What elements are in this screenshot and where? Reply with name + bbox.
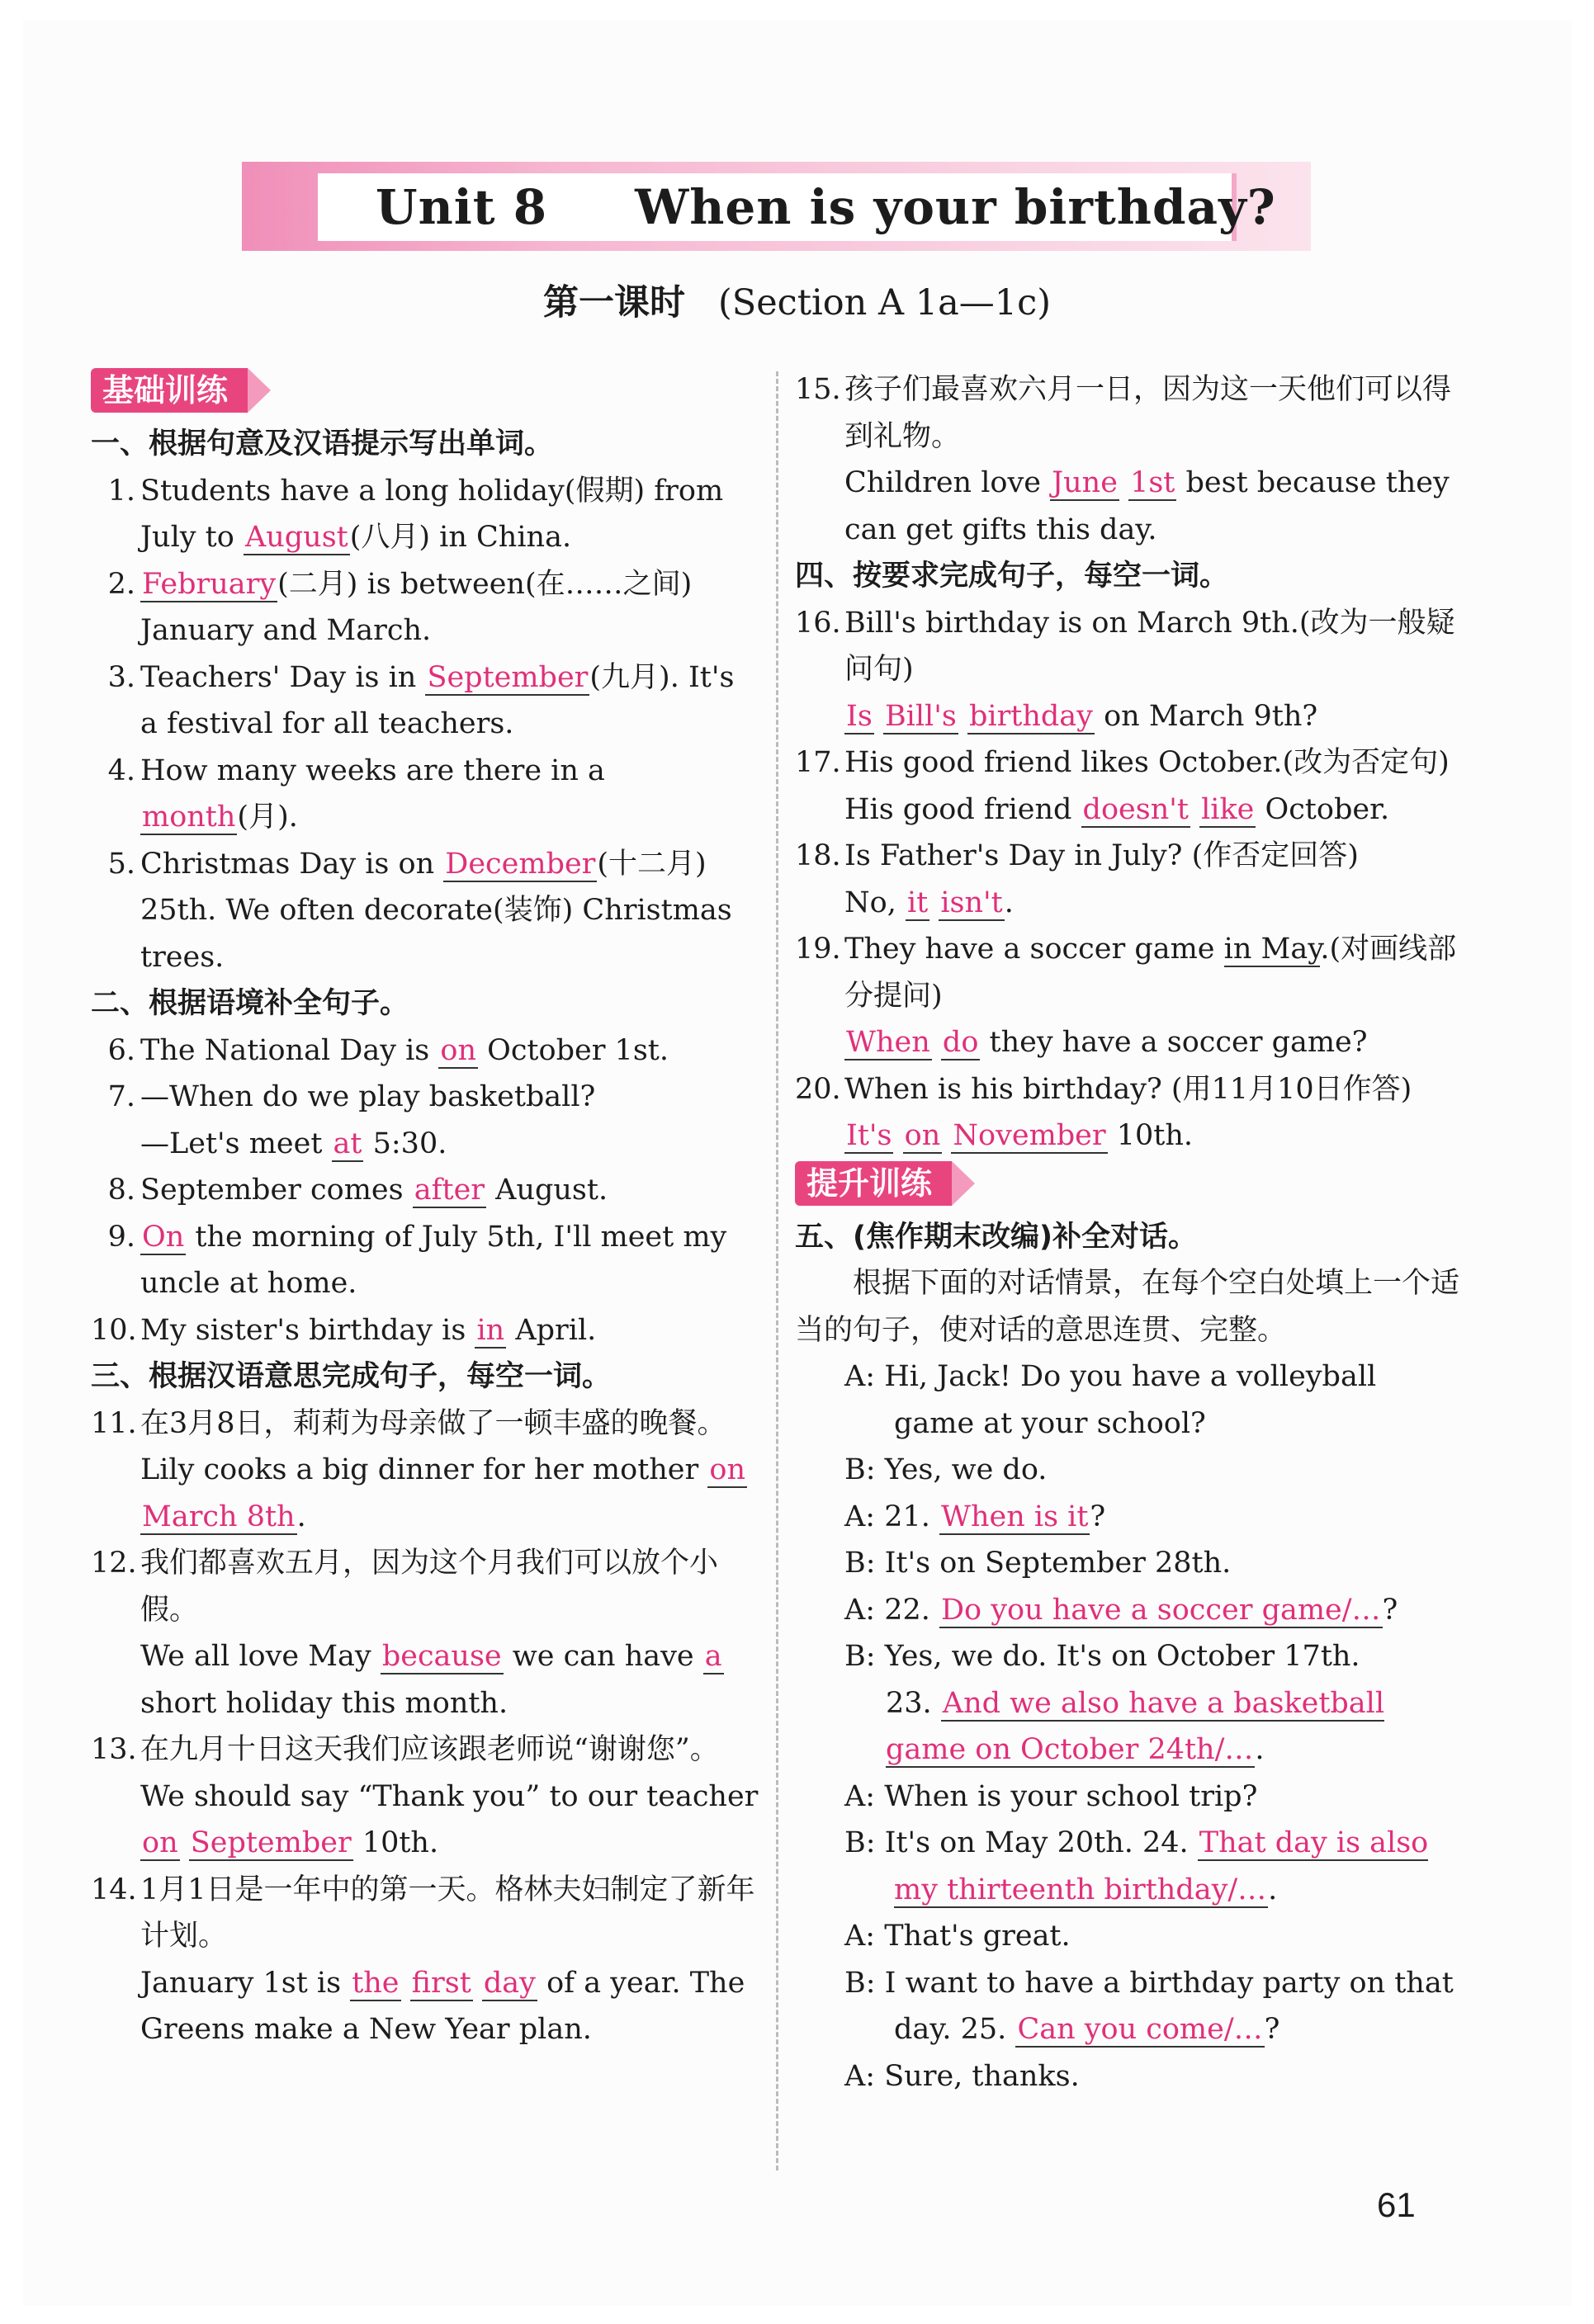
question-3: 3. Teachers' Day is in September(九月). It's a festival for all teachers. <box>107 660 735 740</box>
question-14-answer-line: January 1st is the first day of a year. The Greens make a New Year plan. <box>140 1966 745 2046</box>
basic-training-tag: 基础训练 <box>91 368 248 413</box>
dialog-line-3: A: 21. When is it? <box>844 1500 1106 1533</box>
answer: September <box>427 660 589 694</box>
question-11: 11. 在3月8日，莉莉为母亲做了一顿丰盛的晚餐。 <box>91 1406 726 1440</box>
answer: on <box>709 1453 745 1486</box>
answer: On <box>142 1220 185 1254</box>
answer: birthday <box>968 699 1093 733</box>
dialog-line-7: 23. And we also have a basketball game on October 24th/…. <box>886 1686 1385 1766</box>
question-17: 17. His good friend likes October.(改为否定句) <box>795 746 1450 779</box>
question-9: 9. On the morning of July 5th, I'll meet my uncle at home. <box>107 1220 727 1300</box>
answer: September <box>190 1826 352 1859</box>
dialog-line-5: A: 22. Do you have a soccer game/…? <box>844 1593 1398 1627</box>
question-14: 14. 1月1日是一年中的第一天。格林夫妇制定了新年计划。 <box>91 1873 755 1953</box>
question-1: 1. Students have a long holiday(假期) from July to August(八月) in China. <box>107 474 724 554</box>
section-3-heading: 三、根据汉语意思完成句子，每空一词。 <box>91 1360 612 1393</box>
section-5-intro: 根据下面的对话情景，在每个空白处填上一个适当的句子，使对话的意思连贯、完整。 <box>795 1267 1460 1347</box>
section-1-heading: 一、根据句意及汉语提示写出单词。 <box>91 427 554 461</box>
answer: When <box>846 1026 930 1059</box>
question-15: 15. 孩子们最喜欢六月一日，因为这一天他们可以得到礼物。 <box>795 373 1452 453</box>
dialog-line-8: A: When is your school trip? <box>844 1779 1258 1813</box>
lesson-title <box>0 275 1594 325</box>
answer: February <box>142 567 277 601</box>
title-banner <box>242 162 1311 251</box>
dialog-line-11: B: I want to have a birthday party on that day. 25. Can you come/…? <box>844 1966 1454 2046</box>
answer: month <box>142 801 236 834</box>
question-18: 18. Is Father's Day in July? (作否定回答) <box>795 839 1359 872</box>
dialog-line-4: B: It's on September 28th. <box>844 1547 1232 1580</box>
answer: on <box>904 1119 941 1152</box>
section-5-heading: 五、(焦作期末改编)补全对话。 <box>795 1220 1197 1254</box>
question-16-answer-line: Is Bill's birthday on March 9th? <box>846 699 1318 733</box>
answer: August <box>244 521 348 554</box>
answer: the <box>352 1966 400 2000</box>
answer: Is <box>846 699 873 733</box>
question-19: 19. They have a soccer game in May.(对画线部分提问) <box>795 933 1457 1013</box>
question-13: 13. 在九月十日这天我们应该跟老师说“谢谢您”。 <box>91 1733 719 1766</box>
answer: March 8th <box>142 1500 296 1533</box>
lesson-title-cn: 第一课时 <box>543 282 685 324</box>
answer: Bill's <box>884 699 957 733</box>
page-number: 61 <box>1377 2185 1416 2224</box>
answer: at <box>333 1127 362 1160</box>
answer: on <box>142 1826 178 1859</box>
lesson-section: (Section A 1a—1c) <box>718 282 1051 324</box>
section-2-heading: 二、根据语境补全句子。 <box>91 987 409 1020</box>
answer: When is it <box>940 1500 1089 1533</box>
dialog-line-10: A: That's great. <box>844 1920 1071 1953</box>
right-column <box>795 366 1464 2100</box>
answer: on <box>440 1033 477 1067</box>
question-20-answer-line: It's on November 10th. <box>846 1119 1194 1152</box>
question-12-answer-line: We all love May because we can have a short holiday this month. <box>140 1640 722 1720</box>
unit-title: Unit 8 When is your birthday? <box>376 179 1276 235</box>
question-20: 20. When is his birthday? (用11月10日作答) <box>795 1072 1412 1106</box>
answer: December <box>445 847 596 881</box>
question-15-answer-line: Children love June 1st best because they can get gifts this day. <box>844 466 1450 546</box>
title-banner-inner <box>318 173 1276 241</box>
answer: Do you have a soccer game/… <box>940 1593 1381 1627</box>
question-7: 7. —When do we play basketball? <box>107 1080 596 1113</box>
question-5: 5. Christmas Day is on December(十二月) 25th. We often decorate(装饰) Christmas trees. <box>107 847 732 974</box>
question-16: 16. Bill's birthday is on March 9th.(改为一般疑问句) <box>795 606 1455 686</box>
question-4: 4. How many weeks are there in a month(月). <box>107 753 605 834</box>
answer: Can you come/… <box>1017 2013 1263 2046</box>
answer: isn't <box>940 886 1003 919</box>
answer: November <box>953 1119 1106 1152</box>
answer: And we also have a basketball game on October 24th/… <box>886 1686 1385 1766</box>
underlined-phrase: in May <box>1223 933 1321 966</box>
question-11-answer-line: Lily cooks a big dinner for her mother on March 8th. <box>140 1453 745 1533</box>
advanced-training-tag: 提升训练 <box>795 1161 952 1206</box>
question-7-reply: —Let's meet at 5:30. <box>140 1127 447 1160</box>
answer: It's <box>846 1119 892 1152</box>
dialog-line-1: A: Hi, Jack! Do you have a volleyball game at your school? <box>844 1360 1377 1440</box>
answer: in <box>476 1313 505 1347</box>
dialog-line-2: B: Yes, we do. <box>844 1453 1048 1486</box>
answer: day <box>483 1966 536 2000</box>
dialog-line-9: B: It's on May 20th. 24. That day is also my thirteenth birthday/…. <box>844 1826 1429 1906</box>
answer: That day is also my thirteenth birthday/… <box>894 1826 1429 1906</box>
section-4-heading: 四、按要求完成句子，每空一词。 <box>795 560 1229 593</box>
dialog-line-12: A: Sure, thanks. <box>844 2059 1080 2093</box>
question-8: 8. September comes after August. <box>107 1174 608 1207</box>
answer: do <box>942 1026 979 1059</box>
question-10: 10. My sister's birthday is in April. <box>91 1313 597 1347</box>
question-6: 6. The National Day is on October 1st. <box>107 1033 669 1067</box>
answer: like <box>1201 792 1255 826</box>
answer: June <box>1052 466 1118 499</box>
answer: it <box>906 886 929 919</box>
answer: 1st <box>1130 466 1175 499</box>
answer: first <box>411 1966 471 2000</box>
question-19-answer-line: When do they have a soccer game? <box>846 1026 1368 1059</box>
question-2: 2. February(二月) is between(在……之间) January and March. <box>107 567 693 647</box>
dialog-line-6: B: Yes, we do. It's on October 17th. <box>844 1640 1360 1673</box>
answer: because <box>381 1640 502 1673</box>
left-column <box>91 366 759 2053</box>
answer: doesn't <box>1082 792 1189 826</box>
question-13-answer-line: We should say “Thank you” to our teacher on September 10th. <box>140 1779 759 1859</box>
answer: after <box>414 1174 485 1207</box>
question-18-answer-line: No, it isn't. <box>844 886 1014 919</box>
column-divider <box>776 371 778 2170</box>
answer: a <box>704 1640 722 1673</box>
question-17-answer-line: His good friend doesn't like October. <box>844 792 1390 826</box>
question-12: 12. 我们都喜欢五月，因为这个月我们可以放个小假。 <box>91 1547 719 1627</box>
